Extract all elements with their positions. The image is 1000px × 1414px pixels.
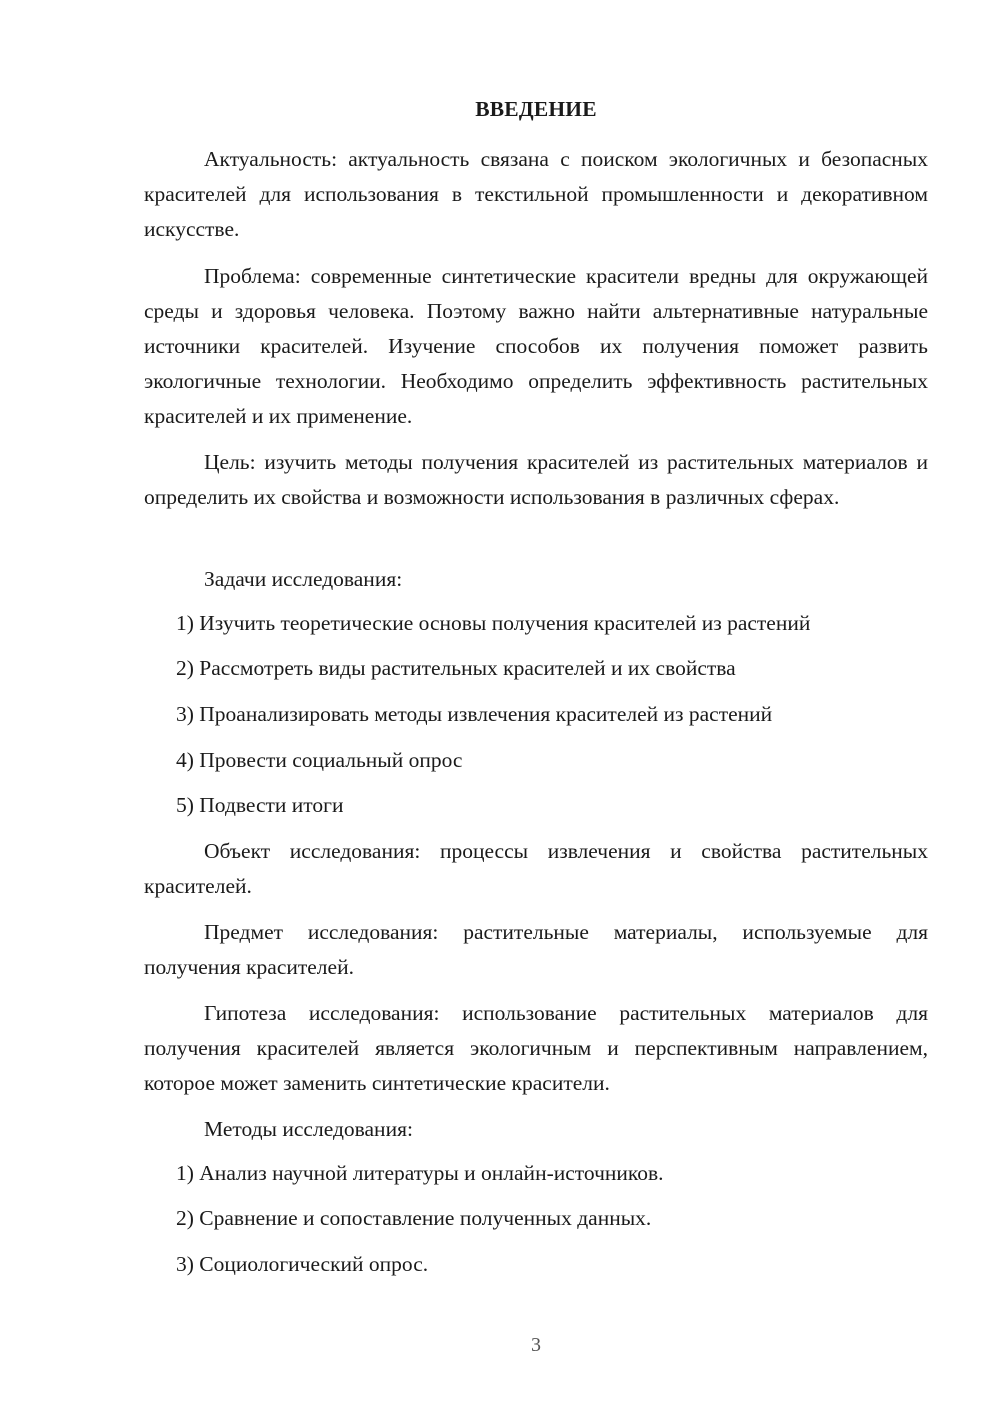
methods-title: Методы исследования:	[204, 1117, 413, 1141]
object-paragraph-block	[144, 834, 928, 904]
actuality-paragraph-block	[144, 142, 928, 247]
actuality-paragraph: Актуальность: актуальность связана с поиском экологичных и безопасных красителей для использования в текстильной промышленности и декоративном искусстве.	[144, 147, 928, 241]
task-item: 5) Подвести итоги	[176, 793, 344, 817]
problem-paragraph-block	[144, 259, 928, 434]
methods-title-block	[144, 1112, 928, 1147]
section-heading: ВВЕДЕНИЕ	[475, 97, 597, 121]
hypothesis-paragraph-block	[144, 996, 928, 1101]
tasks-title: Задачи исследования:	[204, 567, 403, 591]
subject-paragraph-block	[144, 915, 928, 985]
problem-paragraph: Проблема: современные синтетические красители вредны для окружающей среды и здоровья человека. Поэтому важно найти альтернативные натуральные источники красителей. Изучение способов их получения поможет развить экологичные технологии. Необходимо определить эффективность растительных красителей и их применение.	[144, 264, 928, 428]
method-item: 3) Социологический опрос.	[176, 1252, 429, 1276]
task-item: 1) Изучить теоретические основы получения красителей из растений	[176, 611, 811, 635]
task-item: 3) Проанализировать методы извлечения красителей из растений	[176, 702, 773, 726]
hypothesis-paragraph: Гипотеза исследования: использование растительных материалов для получения красителей является экологичным и перспективным направлением, которое может заменить синтетические красители.	[144, 1001, 928, 1095]
subject-paragraph: Предмет исследования: растительные материалы, используемые для получения красителей.	[144, 920, 928, 979]
task-item: 4) Провести социальный опрос	[176, 748, 463, 772]
tasks-title-block	[144, 562, 928, 597]
method-item: 1) Анализ научной литературы и онлайн-источников.	[176, 1161, 664, 1185]
goal-paragraph-block	[144, 445, 928, 515]
method-item: 2) Сравнение и сопоставление полученных данных.	[176, 1206, 652, 1230]
object-paragraph: Объект исследования: процессы извлечения и свойства растительных красителей.	[144, 839, 928, 898]
goal-paragraph: Цель: изучить методы получения красителей из растительных материалов и определить их свойства и возможности использования в различных сферах.	[144, 450, 928, 509]
task-item: 2) Рассмотреть виды растительных красителей и их свойства	[176, 656, 736, 680]
page-number: 3	[531, 1334, 541, 1356]
